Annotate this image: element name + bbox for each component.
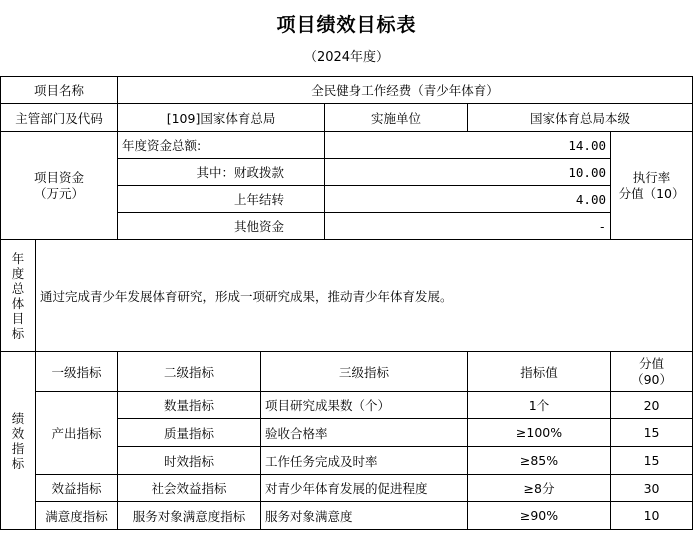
annual-goal-label-char: 度 — [11, 265, 25, 281]
indicator-level2: 时效指标 — [118, 447, 261, 475]
indicator-level3: 工作任务完成及时率 — [261, 447, 468, 475]
annual-goal-label — [1, 240, 36, 352]
performance-indicators-label — [1, 352, 36, 530]
fiscal-funds-label: 其中：财政拨款 — [118, 159, 325, 186]
indicator-score: 15 — [611, 447, 693, 475]
indicators-label-char: 标 — [11, 455, 25, 471]
indicators-label-char: 绩 — [11, 410, 25, 426]
annual-goal-label-char: 目 — [11, 310, 25, 326]
department-value: [109]国家体育总局 — [118, 104, 325, 132]
indicator-level2: 社会效益指标 — [118, 475, 261, 502]
indicator-level3: 对青少年体育发展的促进程度 — [261, 475, 468, 502]
header-level1: 一级指标 — [36, 352, 118, 392]
indicators-label-char: 效 — [11, 425, 25, 441]
indicator-score: 10 — [611, 502, 693, 530]
header-score-line2: （90） — [631, 371, 672, 387]
indicator-value: ≥90% — [468, 502, 611, 530]
header-score-line1: 分值 — [639, 355, 665, 371]
fiscal-funds-value: 10.00 — [325, 159, 611, 186]
total-funds-value: 14.00 — [325, 132, 611, 159]
header-level2: 二级指标 — [118, 352, 261, 392]
project-funds-label — [1, 132, 118, 240]
other-funds-value: - — [325, 213, 611, 240]
indicator-level2: 质量指标 — [118, 419, 261, 447]
indicator-score: 30 — [611, 475, 693, 502]
indicators-label-char: 指 — [11, 440, 25, 456]
annual-goal-label-char: 年 — [11, 250, 25, 266]
header-level3: 三级指标 — [261, 352, 468, 392]
indicator-score: 15 — [611, 419, 693, 447]
indicator-level1-satisfaction: 满意度指标 — [36, 502, 118, 530]
project-name-value: 全民健身工作经费（青少年体育） — [118, 77, 693, 104]
annual-goal-label-char: 标 — [11, 325, 25, 341]
execution-rate-score-label: 分值（10） — [618, 185, 685, 201]
indicator-level1-output: 产出指标 — [36, 392, 118, 475]
indicator-level3: 项目研究成果数（个） — [261, 392, 468, 419]
annual-goal-text: 通过完成青少年发展体育研究，形成一项研究成果，推动青少年体育发展。 — [36, 240, 693, 352]
page-subtitle: （2024年度） — [303, 50, 390, 65]
page-title: 项目绩效目标表 — [276, 14, 417, 36]
department-label: 主管部门及代码 — [1, 104, 118, 132]
other-funds-label: 其他资金 — [118, 213, 325, 240]
indicator-value: 1个 — [468, 392, 611, 419]
indicator-level1-benefit: 效益指标 — [36, 475, 118, 502]
execution-rate-label: 执行率 — [632, 169, 671, 185]
project-funds-label-line1: 项目资金 — [34, 169, 85, 185]
implementing-unit-value: 国家体育总局本级 — [468, 104, 693, 132]
header-score — [611, 352, 693, 392]
project-funds-label-line2: （万元） — [34, 185, 85, 201]
annual-goal-label-char: 总 — [11, 280, 25, 296]
execution-rate-score — [611, 132, 693, 240]
header-value: 指标值 — [468, 352, 611, 392]
indicator-level2: 服务对象满意度指标 — [118, 502, 261, 530]
indicator-score: 20 — [611, 392, 693, 419]
performance-table — [0, 76, 693, 530]
indicator-value: ≥85% — [468, 447, 611, 475]
carryover-funds-label: 上年结转 — [118, 186, 325, 213]
indicator-level2: 数量指标 — [118, 392, 261, 419]
total-funds-label: 年度资金总额: — [118, 132, 325, 159]
project-name-label: 项目名称 — [1, 77, 118, 104]
indicator-level3: 验收合格率 — [261, 419, 468, 447]
annual-goal-label-char: 体 — [11, 295, 25, 311]
indicator-value: ≥8分 — [468, 475, 611, 502]
carryover-funds-value: 4.00 — [325, 186, 611, 213]
implementing-unit-label: 实施单位 — [325, 104, 468, 132]
indicator-value: ≥100% — [468, 419, 611, 447]
indicator-level3: 服务对象满意度 — [261, 502, 468, 530]
